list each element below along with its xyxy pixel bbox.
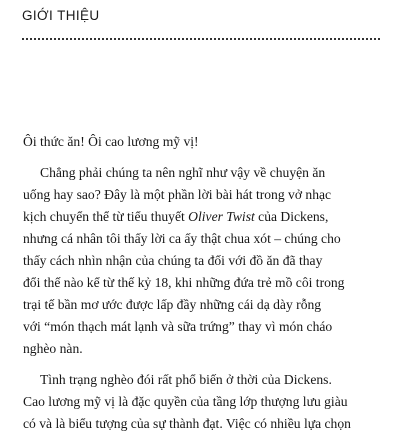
text-line xyxy=(23,294,321,316)
text-line xyxy=(23,206,328,228)
line-text: với “món thạch mát lạnh và sữa trứng” thay vì món cháo xyxy=(23,319,333,334)
line-text: Tình trạng nghèo đói rất phổ biến ở thời của Dickens. xyxy=(40,372,332,388)
text-line xyxy=(40,162,325,184)
text-line xyxy=(40,369,332,391)
line-text-before: kịch chuyển thể từ tiểu thuyết xyxy=(23,209,189,224)
text-line xyxy=(23,131,199,153)
line-text-after: của Dickens, xyxy=(254,209,329,224)
text-line xyxy=(23,338,83,360)
line-text: Ôi thức ăn! Ôi cao lương mỹ vị! xyxy=(23,134,199,149)
line-text: uống hay sao? Đây là một phần lời bài hát trong vở nhạc xyxy=(23,187,332,202)
dotted-divider xyxy=(22,38,380,40)
text-line xyxy=(23,391,348,413)
line-text: có và là biểu tượng của sự thành đạt. Việc có nhiều lựa chọn xyxy=(23,416,351,432)
text-line xyxy=(23,184,331,206)
line-text: Chẳng phải chúng ta nên nghĩ như vậy về chuyện ăn xyxy=(40,165,326,180)
line-text: nhưng cá nhân tôi thấy lời ca ấy thật chua xót – chúng cho xyxy=(23,231,341,246)
line-text: Cao lương mỹ vị là đặc quyền của tầng lớp thượng lưu giàu xyxy=(23,394,348,410)
section-heading: GIỚI THIỆU xyxy=(22,8,100,23)
text-line xyxy=(23,413,351,435)
text-line xyxy=(23,228,341,250)
text-line xyxy=(23,272,344,294)
line-text: đổi thế nào kể từ thế kỷ 18, khi những đứa trẻ mồ côi trong xyxy=(23,275,345,290)
line-text: nghèo nàn. xyxy=(23,341,83,356)
text-line xyxy=(23,316,332,338)
book-title-italic: Oliver Twist xyxy=(188,209,255,224)
text-line xyxy=(23,250,322,272)
line-text: trại tế bần mơ ước được lấp đầy những cái dạ dày rỗng xyxy=(23,297,322,312)
line-text: thấy cách nhìn nhận của chúng ta đối với đồ ăn đã thay xyxy=(23,253,323,268)
